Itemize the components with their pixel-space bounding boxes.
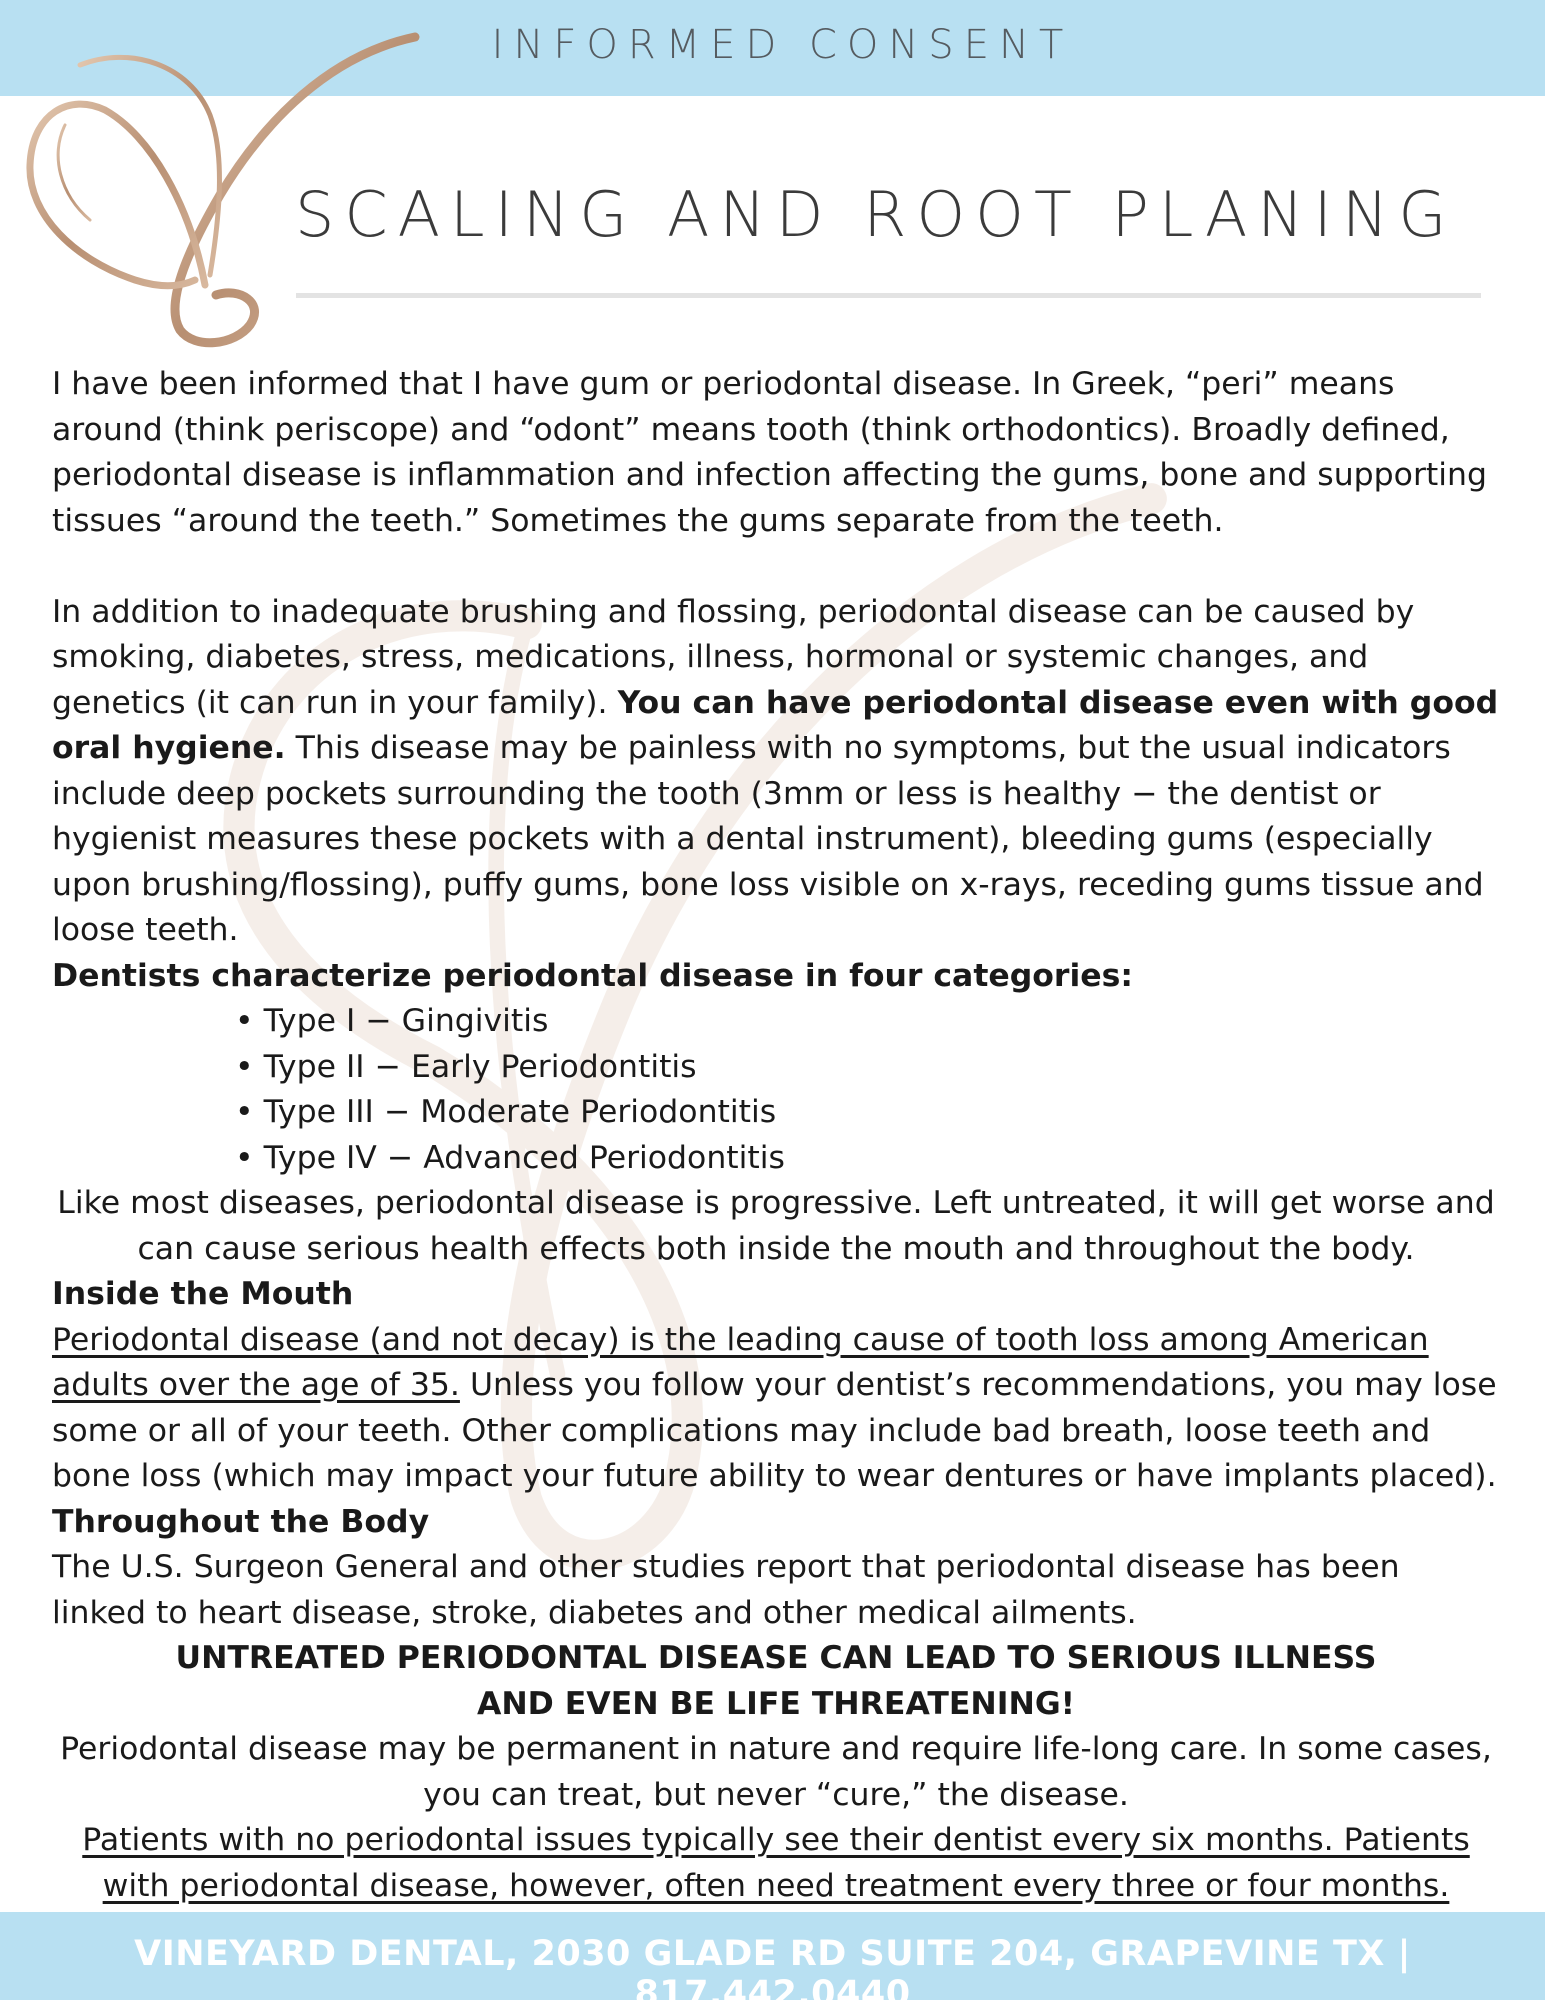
category-item: • Type I − Gingivitis xyxy=(235,1003,549,1039)
title-divider xyxy=(296,293,1481,298)
progressive-paragraph: Like most diseases, periodontal disease is progressive. Left untreated, it will get worse and can cause serious health effects both inside the mouth and throughout the body. xyxy=(57,1185,1495,1267)
warning-line-2: AND EVEN BE LIFE THREATENING! xyxy=(476,1685,1076,1722)
causes-paragraph xyxy=(52,590,1500,954)
hygiene-emphasis: You can have periodontal disease even with good oral hygiene. xyxy=(52,684,1499,766)
permanent-paragraph: Periodontal disease may be permanent in nature and require life-long care. In some cases, you can treat, but never “cure,” the disease. xyxy=(60,1731,1492,1813)
body-heading: Throughout the Body xyxy=(52,1503,430,1540)
page-title: SCALING AND ROOT PLANING xyxy=(295,178,1457,251)
warning-line-1: UNTREATED PERIODONTAL DISEASE CAN LEAD TO SERIOUS ILLNESS xyxy=(175,1640,1377,1676)
categories-list xyxy=(52,999,1500,1181)
mouth-heading: Inside the Mouth xyxy=(52,1276,354,1312)
intro-paragraph: I have been informed that I have gum or periodontal disease. In Greek, “peri” means around (think periscope) and “odont” means tooth (think orthodontics). Broadly defined, periodontal disease is inflammation and infection affecting the gums, bone and supporting tissues “around the teeth.” Sometimes the gums separate from the teeth. xyxy=(52,366,1487,539)
practice-contact: VINEYARD DENTAL, 2030 GLADE RD SUITE 204, GRAPEVINE TX | 817.442.0440 xyxy=(134,1934,1411,2014)
frequency-paragraph: Patients with no periodontal issues typically see their dentist every six months. Patients with periodontal disease, however, often need treatment every three or four months. xyxy=(82,1822,1470,1904)
category-item: • Type II − Early Periodontitis xyxy=(235,1048,697,1085)
causes-text: In addition to inadequate brushing and flossing, periodontal disease can be caused by smoking, diabetes, stress, medications, illness, hormonal or systemic changes, and genetics (it can run in your family). xyxy=(52,593,1415,721)
categories-heading: Dentists characterize periodontal disease in four categories: xyxy=(52,957,1133,994)
footer-band xyxy=(0,1912,1545,2014)
paragraph-gap xyxy=(52,544,1500,590)
mouth-paragraph xyxy=(52,1318,1500,1500)
header-label: INFORMED CONSENT xyxy=(491,22,1074,68)
consent-body xyxy=(52,362,1500,1909)
category-item: • Type IV − Advanced Periodontitis xyxy=(235,1139,785,1176)
mouth-text: Unless you follow your dentist’s recommendations, you may lose some or all of your teeth. Other complications may include bad breath, loose teeth and bone loss (which may impact your future ability to wear dentures or have implants placed). xyxy=(52,1367,1497,1494)
tooth-loss-statement: Periodontal disease (and not decay) is the leading cause of tooth loss among American adults over the age of 35. xyxy=(52,1321,1429,1403)
body-paragraph: The U.S. Surgeon General and other studies report that periodontal disease has been linked to heart disease, stroke, diabetes and other medical ailments. xyxy=(52,1549,1400,1631)
indicators-text: This disease may be painless with no symptoms, but the usual indicators include deep pockets surrounding the tooth (3mm or less is healthy − the dentist or hygienist measures these pockets with a dental instrument), bleeding gums (especially upon brushing/flossing), puffy gums, bone loss visible on x-rays, receding gums tissue and loose teeth. xyxy=(52,730,1484,948)
category-item: • Type III − Moderate Periodontitis xyxy=(235,1094,777,1130)
